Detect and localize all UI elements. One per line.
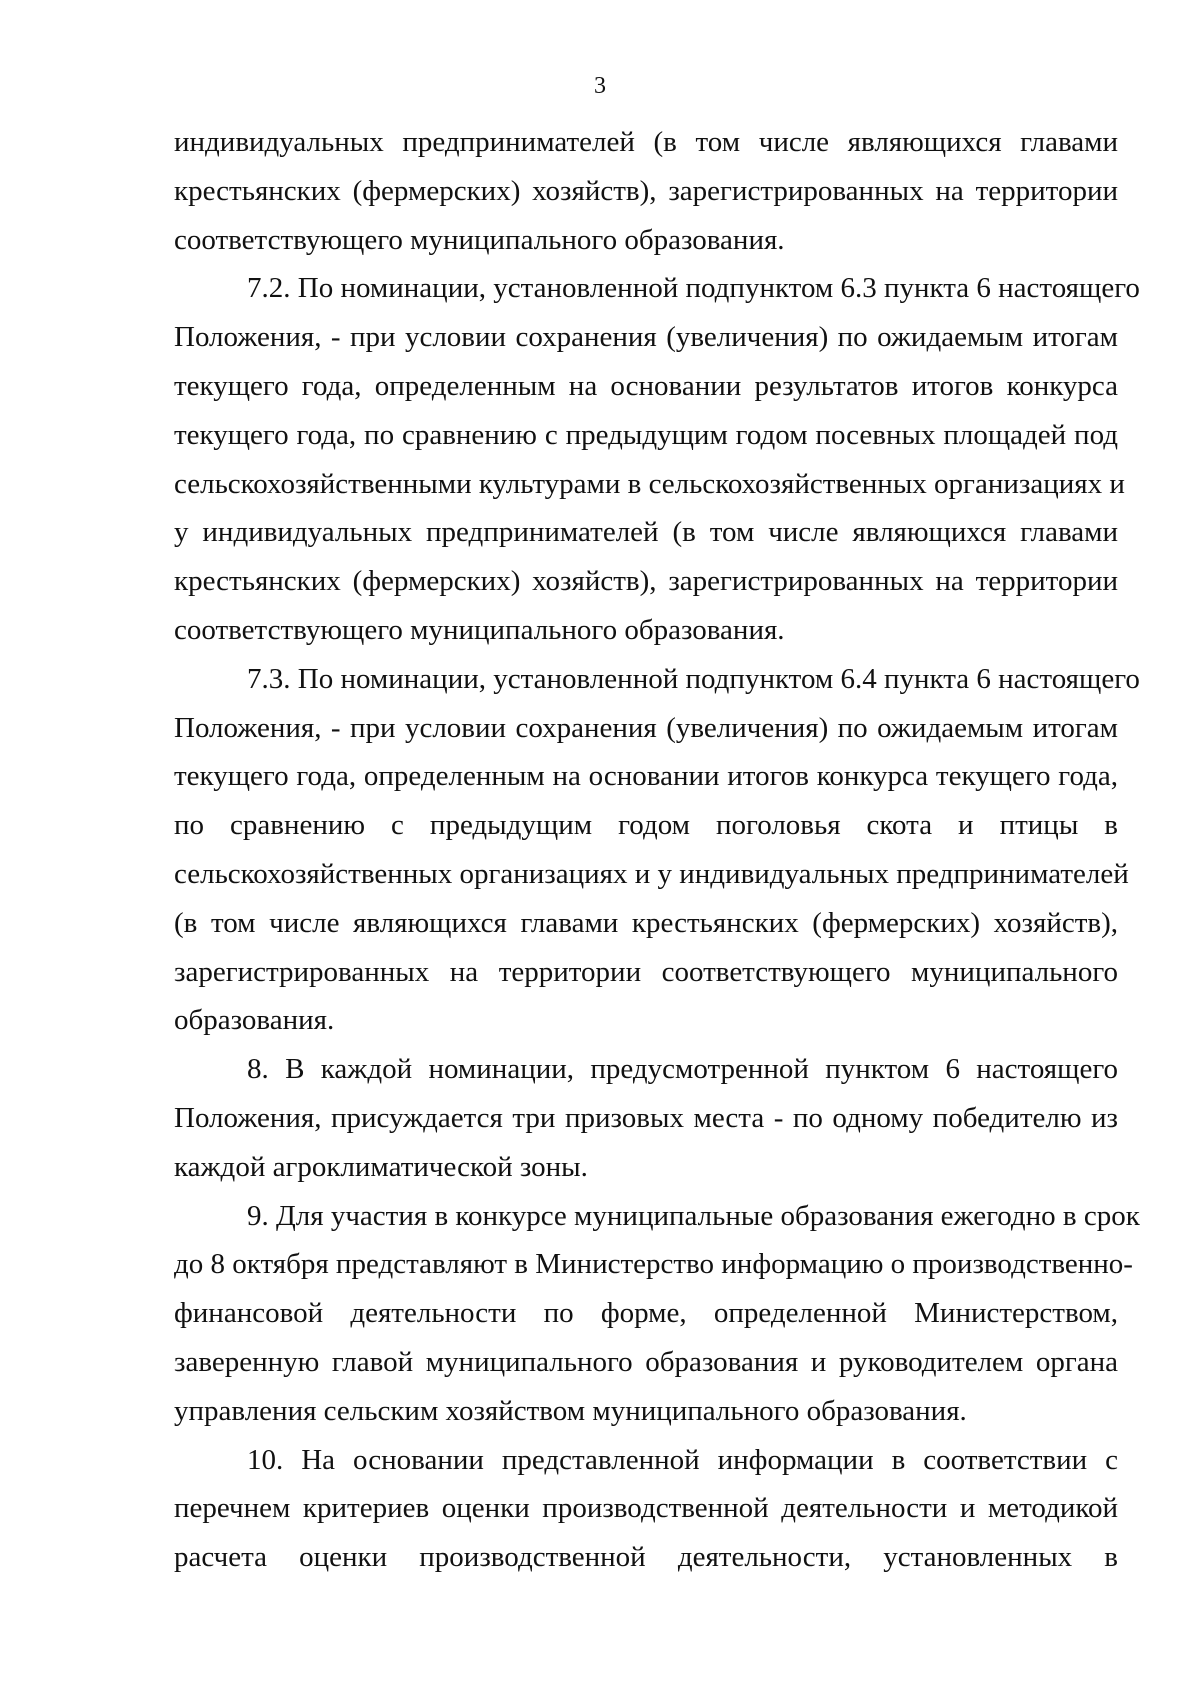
text-line: у индивидуальных предпринимателей (в том числе являющихся главами bbox=[174, 516, 1118, 549]
text-line: соответствующего муниципального образования. bbox=[174, 613, 785, 646]
text-line: сельскохозяйственными культурами в сельскохозяйственных организациях и bbox=[174, 467, 1125, 500]
text-line: 8. В каждой номинации, предусмотренной пунктом 6 настоящего bbox=[247, 1053, 1118, 1086]
text-line: текущего года, по сравнению с предыдущим годом посевных площадей под bbox=[174, 418, 1118, 451]
text-line: Положения, - при условии сохранения (увеличения) по ожидаемым итогам bbox=[174, 711, 1118, 744]
text-line: до 8 октября представляют в Министерство информацию о производственно- bbox=[174, 1248, 1133, 1281]
paragraph-7-3 bbox=[174, 655, 1140, 1045]
text-line: каждой агроклиматической зоны. bbox=[174, 1150, 588, 1183]
text-line: образования. bbox=[174, 1004, 335, 1037]
text-line: соответствующего муниципального образования. bbox=[174, 223, 785, 256]
page-number: 3 bbox=[594, 73, 606, 99]
text-line: крестьянских (фермерских) хозяйств), зарегистрированных на территории bbox=[174, 174, 1118, 207]
text-line: Положения, - при условии сохранения (увеличения) по ожидаемым итогам bbox=[174, 321, 1118, 354]
text-line: перечнем критериев оценки производственной деятельности и методикой bbox=[174, 1492, 1118, 1525]
document-body bbox=[174, 118, 1140, 1582]
text-line: сельскохозяйственных организациях и у индивидуальных предпринимателей bbox=[174, 857, 1129, 890]
paragraph-8 bbox=[174, 1045, 1118, 1191]
text-line: текущего года, определенным на основании итогов конкурса текущего года, bbox=[174, 760, 1118, 793]
paragraph-9 bbox=[174, 1192, 1140, 1436]
text-line: 9. Для участия в конкурсе муниципальные образования ежегодно в срок bbox=[247, 1199, 1140, 1232]
paragraph-10 bbox=[174, 1436, 1118, 1582]
text-line: 7.3. По номинации, установленной подпунктом 6.4 пункта 6 настоящего bbox=[247, 662, 1140, 695]
text-line: текущего года, определенным на основании результатов итогов конкурса bbox=[174, 369, 1118, 402]
text-line: управления сельским хозяйством муниципального образования. bbox=[174, 1394, 967, 1427]
text-line: 7.2. По номинации, установленной подпунктом 6.3 пункта 6 настоящего bbox=[247, 272, 1140, 305]
text-line: по сравнению с предыдущим годом поголовья скота и птицы в bbox=[174, 809, 1118, 842]
paragraph-continuation bbox=[174, 118, 1118, 264]
paragraph-7-2 bbox=[174, 264, 1140, 654]
text-line: 10. На основании представленной информации в соответствии с bbox=[247, 1443, 1118, 1476]
text-line: индивидуальных предпринимателей (в том числе являющихся главами bbox=[174, 126, 1118, 158]
text-line: крестьянских (фермерских) хозяйств), зарегистрированных на территории bbox=[174, 565, 1118, 598]
text-line: расчета оценки производственной деятельности, установленных в bbox=[174, 1541, 1118, 1574]
text-line: финансовой деятельности по форме, определенной Министерством, bbox=[174, 1297, 1118, 1330]
text-line: заверенную главой муниципального образования и руководителем органа bbox=[174, 1345, 1118, 1378]
text-line: зарегистрированных на территории соответствующего муниципального bbox=[174, 955, 1118, 988]
text-line: (в том числе являющихся главами крестьянских (фермерских) хозяйств), bbox=[174, 906, 1118, 939]
text-line: Положения, присуждается три призовых места - по одному победителю из bbox=[174, 1101, 1118, 1134]
